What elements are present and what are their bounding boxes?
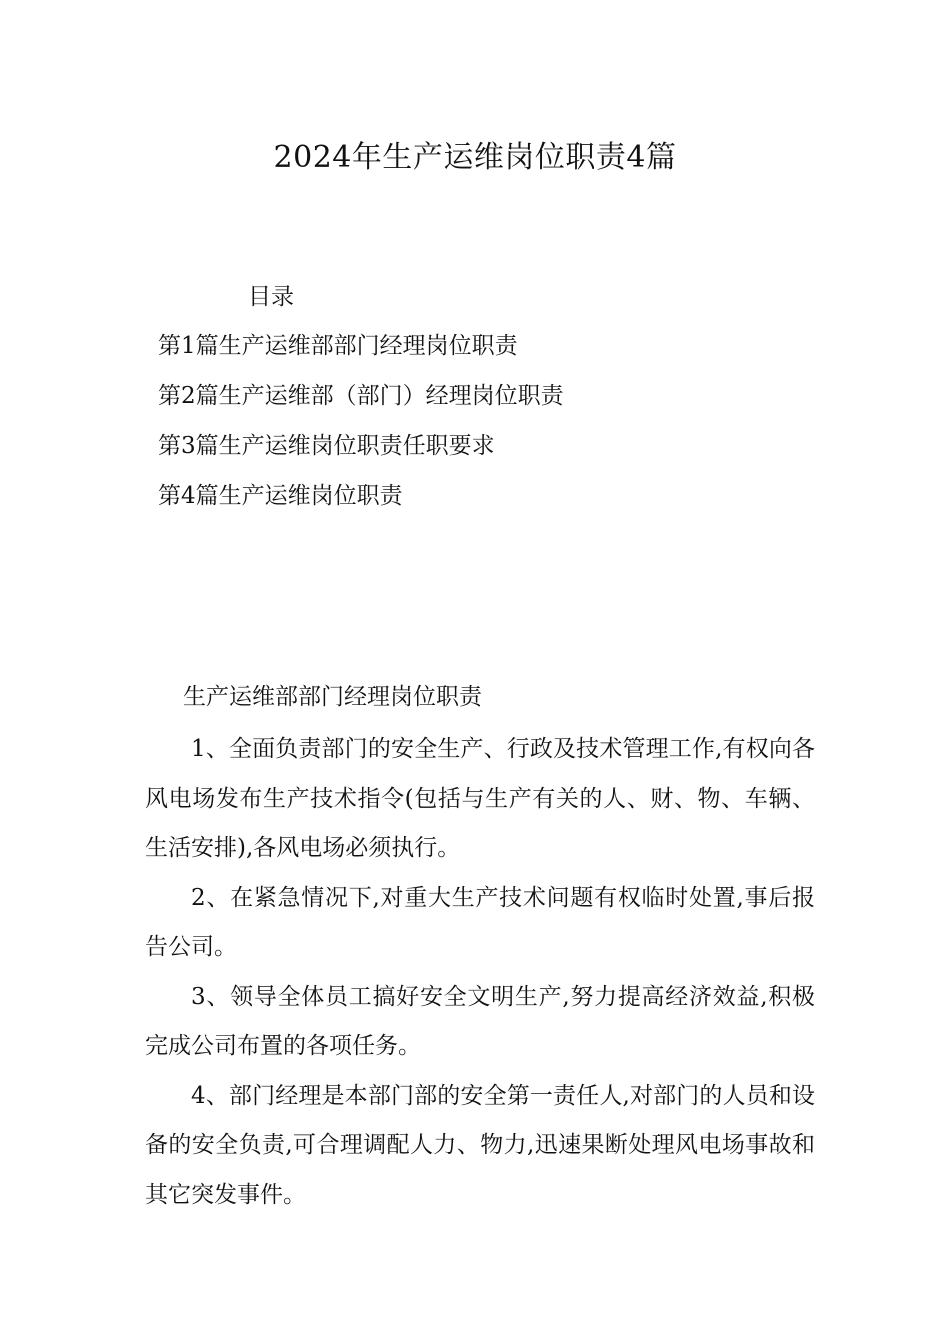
document-title: 2024年生产运维岗位职责4篇 (273, 140, 677, 175)
section-body (145, 725, 815, 1220)
toc-item: 第1篇生产运维部部门经理岗位职责 (158, 333, 518, 359)
table-of-contents (158, 329, 564, 529)
toc-heading: 目录 (248, 284, 294, 310)
paragraph: 1、全面负责部门的安全生产、行政及技术管理工作,有权向各风电场发布生产技术指令(包括与生产有关的人、财、物、车辆、生活安排),各风电场必须执行。 (145, 736, 815, 861)
section-title: 生产运维部部门经理岗位职责 (183, 684, 482, 710)
toc-item: 第2篇生产运维部（部门）经理岗位职责 (158, 383, 564, 409)
paragraph: 4、部门经理是本部门部的安全第一责任人,对部门的人员和设备的安全负责,可合理调配人力、物力,迅速果断处理风电场事故和其它突发事件。 (145, 1082, 815, 1208)
toc-item: 第3篇生产运维岗位职责任职要求 (158, 433, 495, 459)
paragraph: 2、在紧急情况下,对重大生产技术问题有权临时处置,事后报告公司。 (145, 884, 815, 960)
paragraph: 3、领导全体员工搞好安全文明生产,努力提高经济效益,积极完成公司布置的各项任务。 (145, 983, 815, 1059)
toc-item: 第4篇生产运维岗位职责 (158, 483, 403, 509)
